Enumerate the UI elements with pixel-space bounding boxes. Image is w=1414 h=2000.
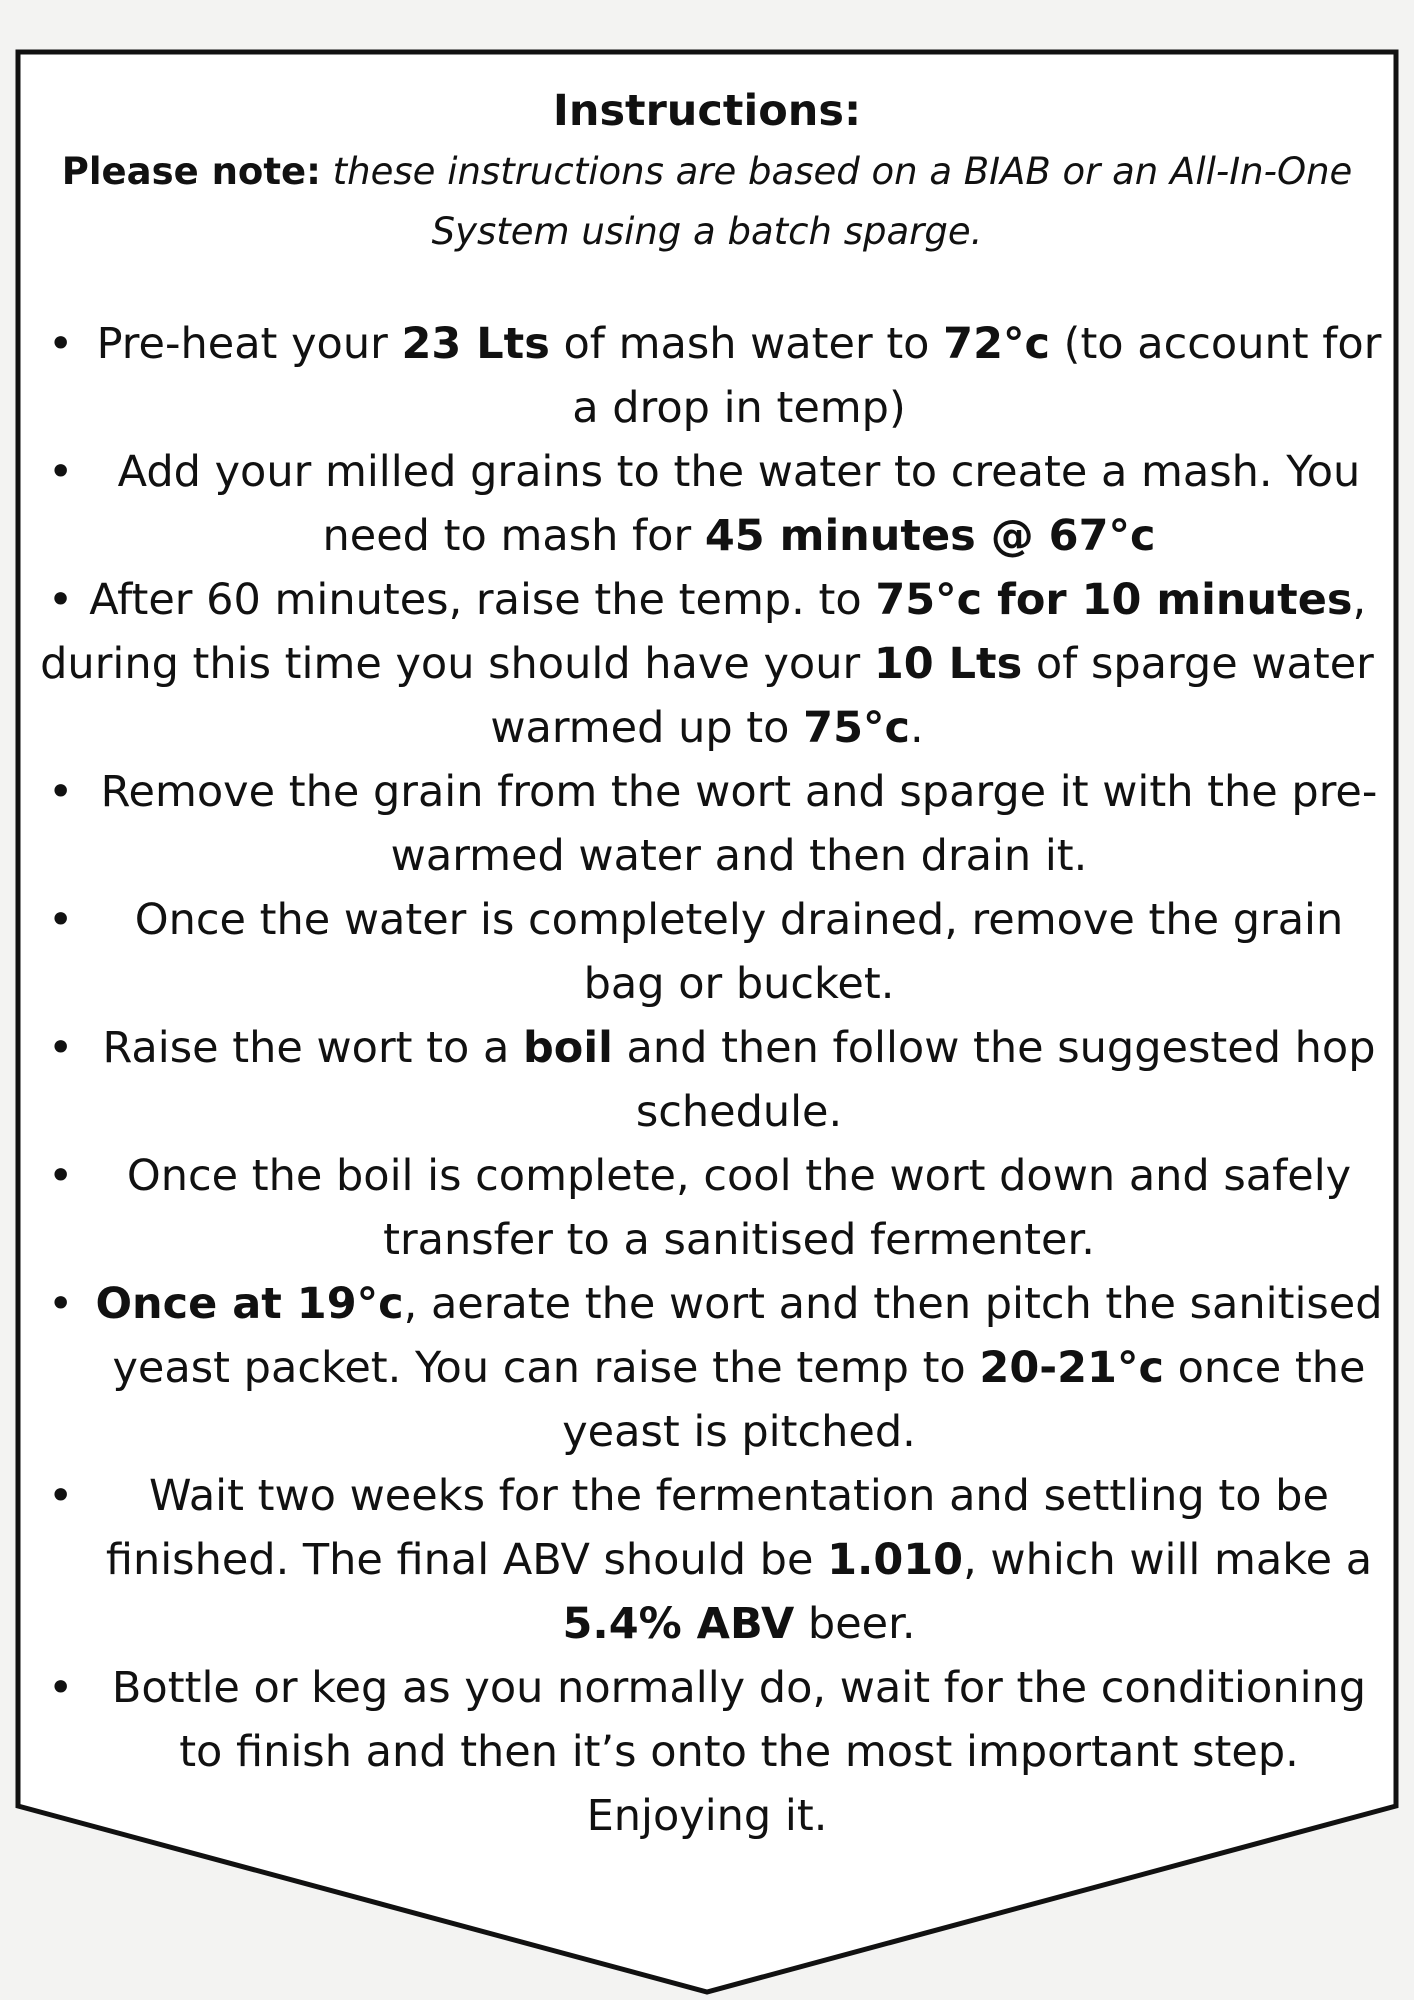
step-item xyxy=(22,1144,1392,1272)
step-text: , aerate the wort and then pitch the sanitised yeast packet. You can raise the temp to xyxy=(112,1279,1383,1393)
step-text: and then follow the suggested hop schedule. xyxy=(612,1023,1376,1137)
step-item xyxy=(22,760,1392,888)
steps-list xyxy=(22,312,1392,1784)
instructions-title: Instructions: xyxy=(552,86,862,136)
bullet-icon: • xyxy=(48,1663,74,1713)
step-text: beer. xyxy=(794,1599,916,1649)
step-emphasis: 10 Lts xyxy=(873,639,1023,689)
step-item xyxy=(22,440,1392,568)
step-item xyxy=(22,888,1392,1016)
bullet-icon: • xyxy=(48,447,74,497)
step-text: of sparge water warmed up to xyxy=(490,639,1374,753)
step-text: Raise the wort to a xyxy=(102,1023,524,1073)
step-emphasis: 72°c xyxy=(943,319,1050,369)
step-text: Once the boil is complete, cool the wort down and safely transfer to a sanitised fermenter. xyxy=(126,1151,1352,1265)
bullet-icon: • xyxy=(48,895,74,945)
step-text: Remove the grain from the wort and sparge it with the pre-warmed water and then drain it. xyxy=(100,767,1378,881)
bullet-icon: • xyxy=(47,575,74,625)
step-text: of mash water to xyxy=(549,319,944,369)
bullet-icon: • xyxy=(48,319,74,369)
note-label: Please note: xyxy=(61,150,321,193)
step-text: After 60 minutes, raise the temp. to xyxy=(89,575,876,625)
step-text: . xyxy=(909,703,924,753)
step-text: Once the water is completely drained, remove the grain bag or bucket. xyxy=(134,895,1344,1009)
step-text: Pre-heat your xyxy=(96,319,402,369)
step-emphasis: 1.010 xyxy=(827,1535,964,1585)
step-item xyxy=(22,1016,1392,1144)
step-emphasis: Once at 19°c xyxy=(95,1279,404,1329)
step-text: Add your milled grains to the water to create a mash. You need to mash for xyxy=(117,447,1361,561)
step-emphasis: 75°c for 10 minutes xyxy=(875,575,1353,625)
bullet-icon: • xyxy=(48,1471,74,1521)
bullet-icon: • xyxy=(48,1023,74,1073)
step-item xyxy=(22,568,1392,760)
note-text: these instructions are based on a BIAB or an All-In-One System using a batch sparge. xyxy=(332,150,1353,253)
step-item xyxy=(22,312,1392,440)
bullet-icon: • xyxy=(48,1151,74,1201)
instructions-panel xyxy=(22,80,1392,1848)
closing-text: Enjoying it. xyxy=(586,1791,828,1841)
step-text: (to account for a drop in temp) xyxy=(572,319,1382,433)
note-paragraph xyxy=(22,142,1392,262)
step-emphasis: 45 minutes @ 67°c xyxy=(704,511,1156,561)
step-item xyxy=(22,1464,1392,1656)
step-text: Bottle or keg as you normally do, wait for the conditioning to finish and then it’s onto the most important step. xyxy=(111,1663,1367,1777)
step-item xyxy=(22,1656,1392,1784)
step-emphasis: 20-21°c xyxy=(979,1343,1164,1393)
step-text: once the yeast is pitched. xyxy=(562,1343,1366,1457)
step-emphasis: 23 Lts xyxy=(401,319,550,369)
step-emphasis: boil xyxy=(523,1023,613,1073)
step-emphasis: 75°c xyxy=(803,703,910,753)
step-item xyxy=(22,1272,1392,1464)
bullet-icon: • xyxy=(48,1279,74,1329)
step-text: , which will make a xyxy=(963,1535,1373,1585)
bullet-icon: • xyxy=(48,767,74,817)
step-text: , during this time you should have your xyxy=(40,575,1367,689)
step-emphasis: 5.4% ABV xyxy=(562,1599,795,1649)
step-text: Wait two weeks for the fermentation and settling to be finished. The final ABV should be xyxy=(105,1471,1329,1585)
